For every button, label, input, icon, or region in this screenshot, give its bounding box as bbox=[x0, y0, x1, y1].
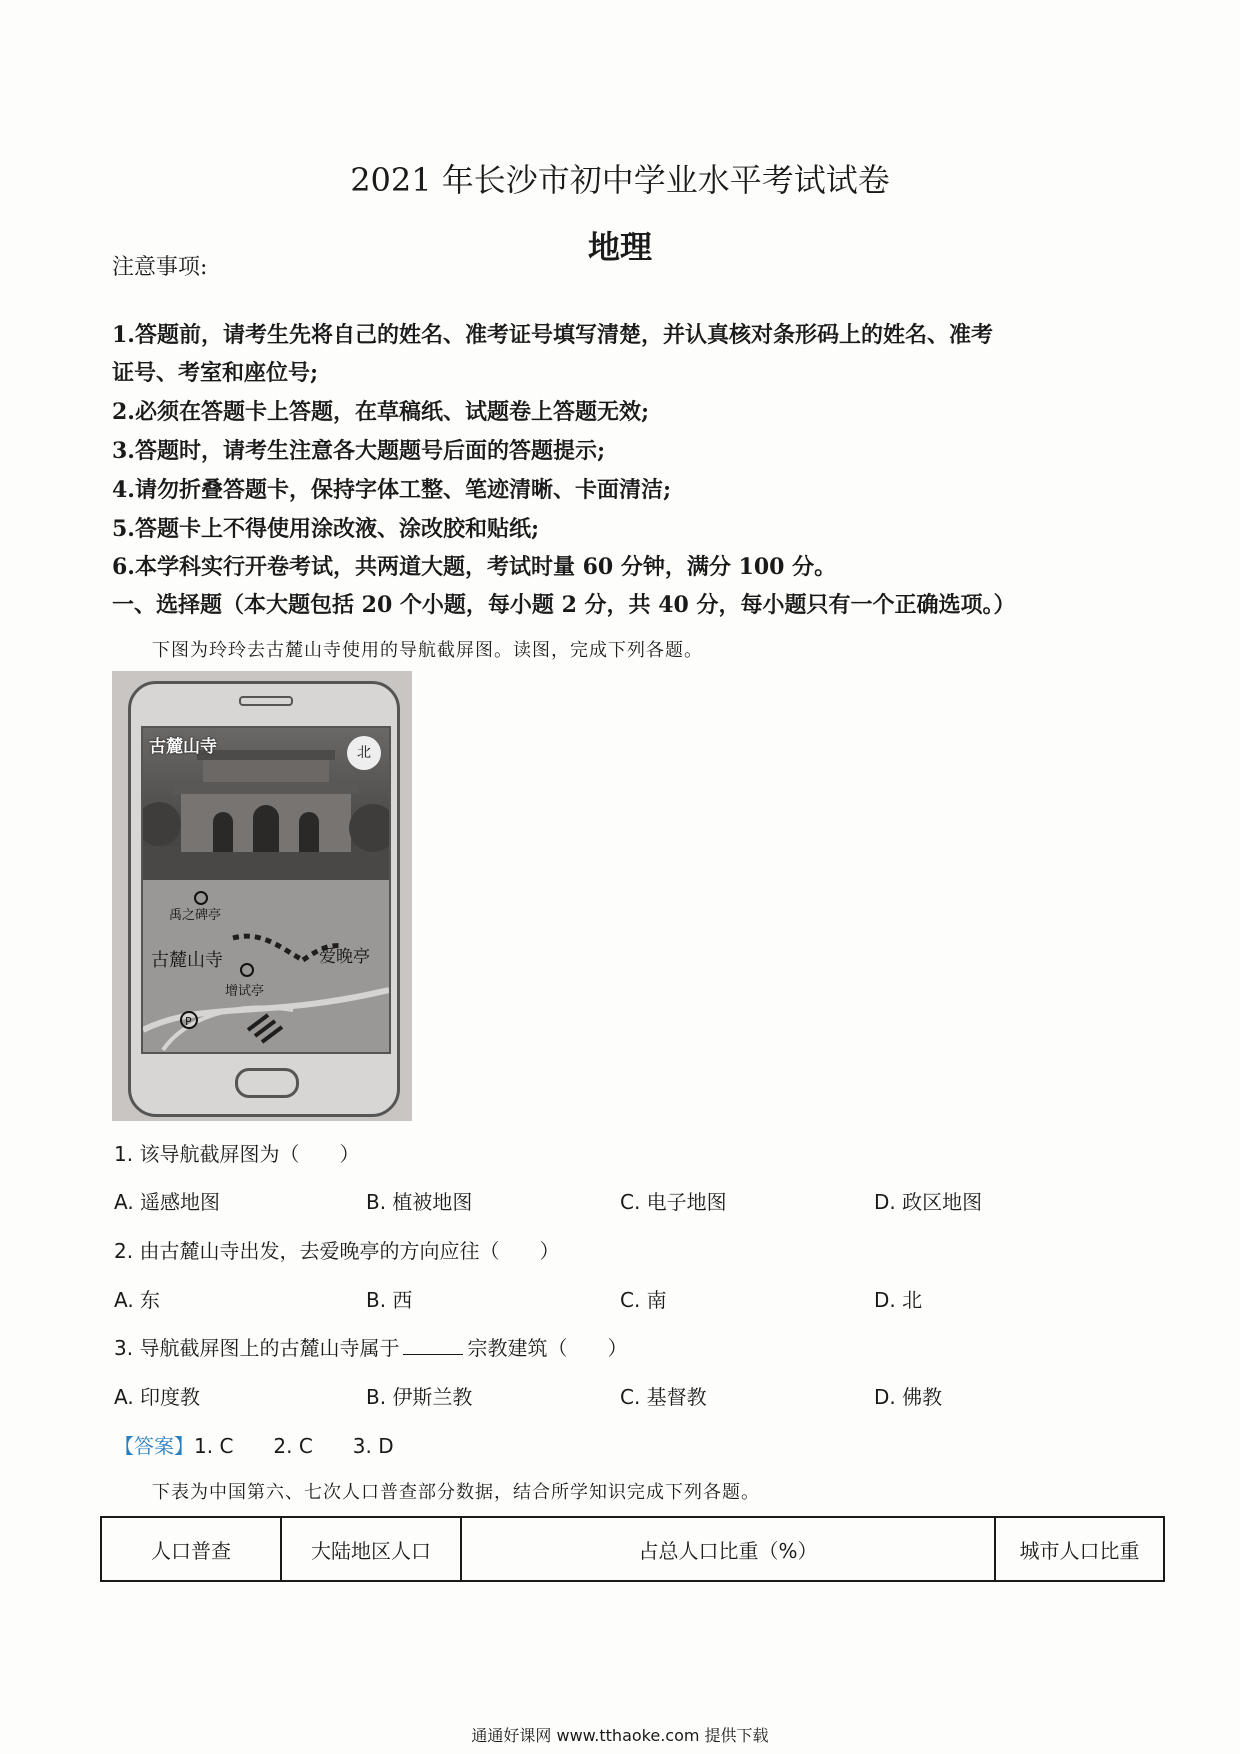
table-header-row bbox=[101, 1517, 1164, 1581]
notes-heading: 注意事项: bbox=[112, 255, 208, 280]
question-2-option-a: A. 东 bbox=[114, 1288, 161, 1312]
note-item: 2.必须在答题卡上答题，在草稿纸、试题卷上答题无效; bbox=[112, 399, 650, 425]
note-item: 1.答题前，请考生先将自己的姓名、准考证号填写清楚，并认真核对条形码上的姓名、准考 bbox=[112, 322, 993, 348]
footer-note: 通通好课网 www.tthaoke.com 提供下载 bbox=[471, 1726, 769, 1745]
temple-scene-image bbox=[143, 728, 389, 880]
question-3-stem-before: 3. 导航截屏图上的古麓山寺属于 bbox=[114, 1336, 400, 1360]
table-header-cell: 人口普查 bbox=[101, 1517, 281, 1581]
phone-frame bbox=[128, 681, 400, 1117]
answer-text: 1. C 2. C 3. D bbox=[194, 1434, 394, 1458]
table-header-cell: 大陆地区人口 bbox=[281, 1517, 461, 1581]
question-1-option-b: B. 植被地图 bbox=[366, 1190, 473, 1214]
question-2-option-d: D. 北 bbox=[874, 1288, 923, 1312]
page-title: 2021 年长沙市初中学业水平考试试卷 bbox=[350, 161, 890, 199]
question-2-stem: 2. 由古麓山寺出发，去爱晚亭的方向应往（ ） bbox=[114, 1239, 560, 1263]
home-button-icon bbox=[235, 1068, 299, 1098]
answer-blank bbox=[403, 1354, 463, 1355]
table-header-cell: 城市人口比重 bbox=[995, 1517, 1164, 1581]
speaker-icon bbox=[239, 696, 293, 706]
question-1-option-d: D. 政区地图 bbox=[874, 1190, 983, 1214]
question-2-option-c: C. 南 bbox=[620, 1288, 667, 1312]
scene-label: 古麓山寺 bbox=[149, 737, 217, 757]
question-3-option-a: A. 印度教 bbox=[114, 1385, 201, 1409]
subject-title: 地理 bbox=[587, 228, 652, 266]
map-label-place4: 增试亭 bbox=[225, 984, 265, 999]
navigation-screenshot-photo bbox=[112, 671, 412, 1121]
question-3-option-c: C. 基督教 bbox=[620, 1385, 707, 1409]
note-item: 6.本学科实行开卷考试，共两道大题，考试时量 60 分钟，满分 100 分。 bbox=[112, 554, 837, 580]
question-3-stem-after: 宗教建筑（ ） bbox=[467, 1336, 628, 1360]
navigation-map bbox=[143, 880, 389, 1052]
question-3-stem bbox=[114, 1332, 627, 1361]
table-intro: 下表为中国第六、七次人口普查部分数据，结合所学知识完成下列各题。 bbox=[152, 1482, 760, 1503]
map-label-place2: 古麓山寺 bbox=[151, 950, 223, 971]
note-item: 3.答题时，请考生注意各大题题号后面的答题提示; bbox=[112, 438, 606, 464]
figure-intro: 下图为玲玲去古麓山寺使用的导航截屏图。读图，完成下列各题。 bbox=[152, 640, 703, 661]
census-table bbox=[100, 1516, 1165, 1582]
note-item: 4.请勿折叠答题卡，保持字体工整、笔迹清晰、卡面清洁; bbox=[112, 477, 672, 503]
note-item: 证号、考室和座位号; bbox=[112, 360, 319, 386]
question-2-option-b: B. 西 bbox=[366, 1288, 413, 1312]
table-header-cell: 占总人口比重（%） bbox=[461, 1517, 995, 1581]
question-1-stem: 1. 该导航截屏图为（ ） bbox=[114, 1142, 360, 1166]
question-1-option-c: C. 电子地图 bbox=[620, 1190, 727, 1214]
map-label-place3: 爱晚亭 bbox=[319, 947, 370, 967]
phone-screen bbox=[141, 726, 391, 1054]
section-heading: 一、选择题（本大题包括 20 个小题，每小题 2 分，共 40 分，每小题只有一个正确选项。） bbox=[112, 592, 1016, 618]
question-3-option-d: D. 佛教 bbox=[874, 1385, 943, 1409]
svg-text:P: P bbox=[185, 1015, 192, 1028]
note-item: 5.答题卡上不得使用涂改液、涂改胶和贴纸; bbox=[112, 516, 540, 542]
question-1-option-a: A. 遥感地图 bbox=[114, 1190, 221, 1214]
answer-tag: 【答案】 bbox=[114, 1434, 194, 1458]
answer-line bbox=[114, 1430, 394, 1459]
north-arrow-icon: 北 bbox=[347, 736, 381, 770]
question-3-option-b: B. 伊斯兰教 bbox=[366, 1385, 473, 1409]
map-label-place1: 禹之碑亭 bbox=[169, 908, 222, 923]
